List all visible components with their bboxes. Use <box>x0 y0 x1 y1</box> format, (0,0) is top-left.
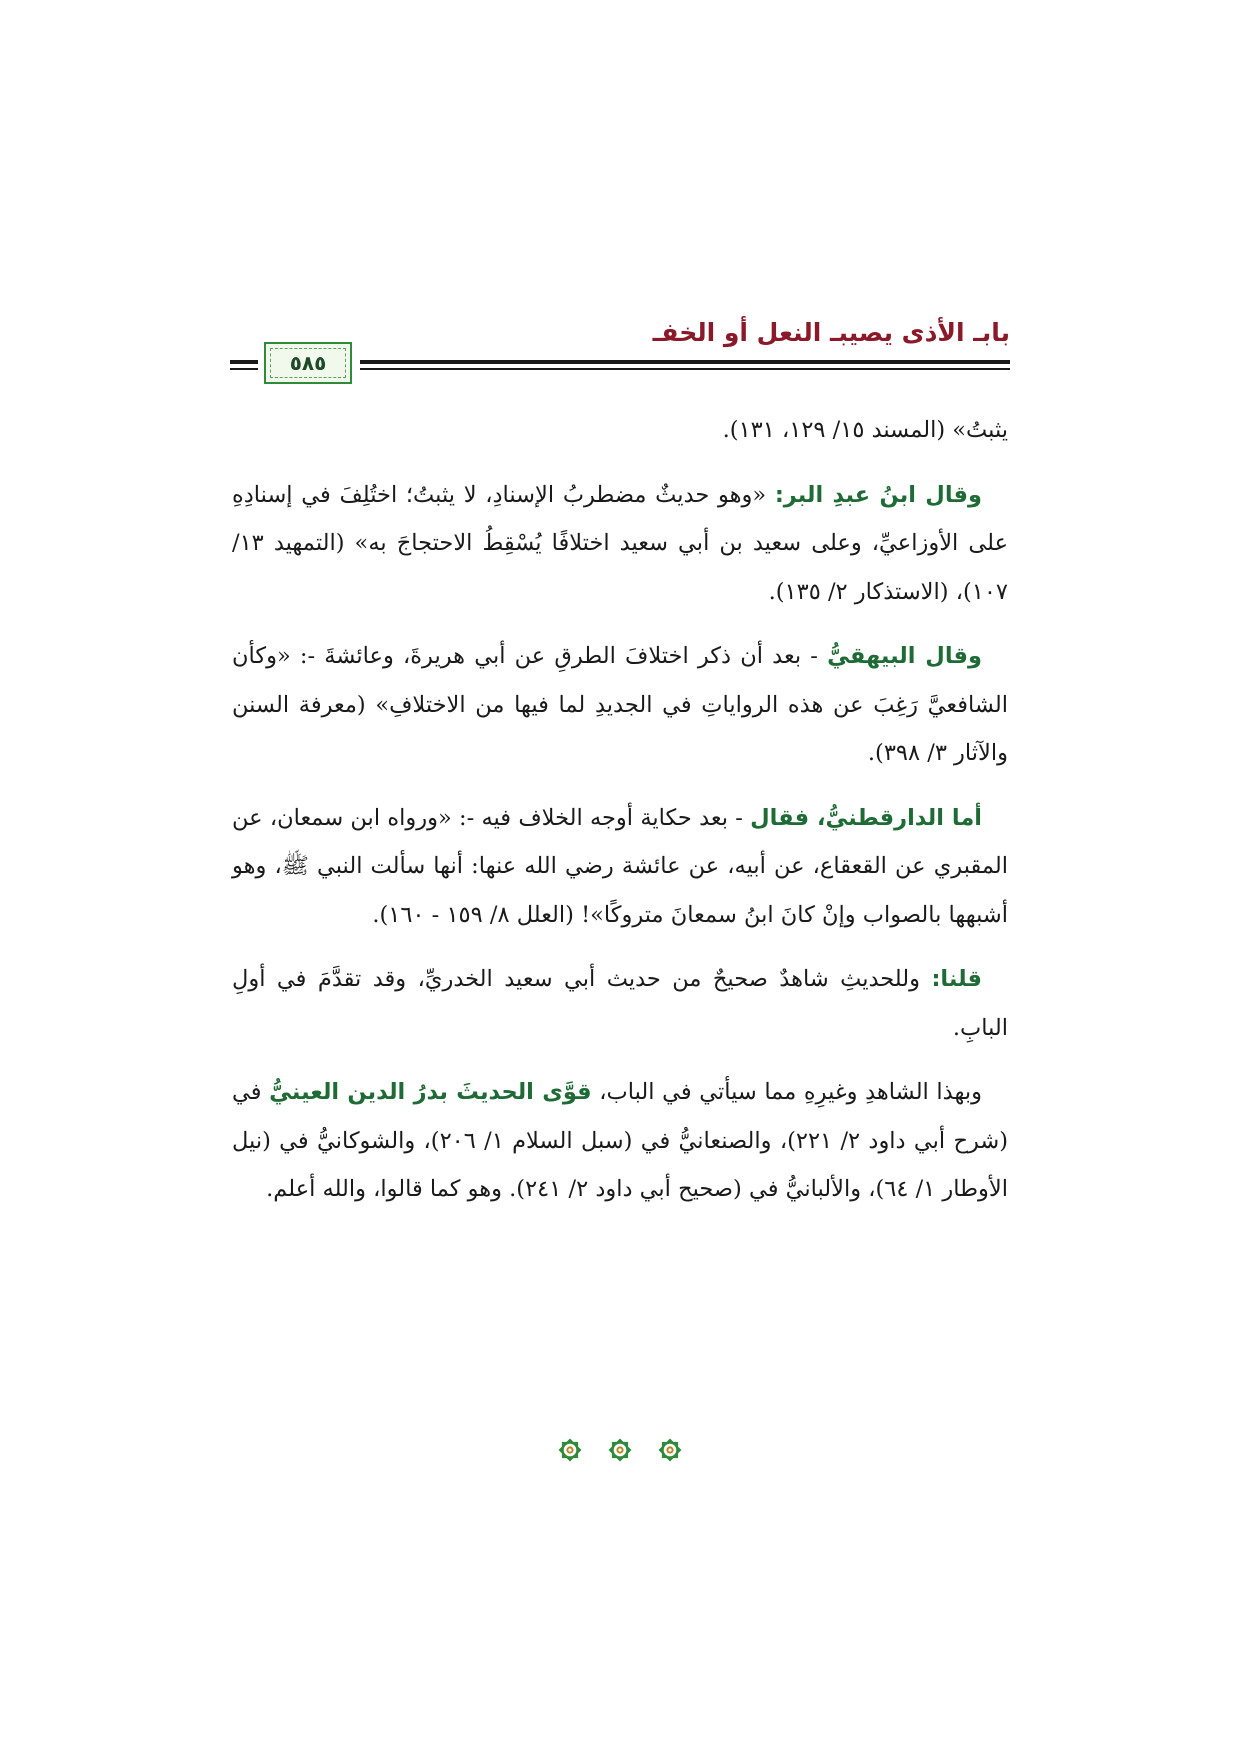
speaker-name: قلنا: <box>931 966 982 992</box>
body-text <box>232 406 1008 1230</box>
floral-ornament-icon <box>552 1432 588 1468</box>
paragraph <box>232 471 1008 617</box>
header-rule-thin <box>360 368 1010 370</box>
paragraph-text: «وهو حديثٌ مضطربُ الإسنادِ، لا يثبتُ؛ اختُلِفَ في إسنادِهِ على الأوزاعيِّ، وعلى سعيد بن أبي سعيد اختلافًا يُسْقِطُ الاحتجاجَ به» (التمهيد ١٣/ ١٠٧)، (الاستذكار ٢/ ١٣٥). <box>232 481 1008 605</box>
paragraph-text: وللحديثِ شاهدٌ صحيحٌ من حديث أبي سعيد الخدريِّ، وقد تقدَّمَ في أولِ البابِ. <box>232 966 1008 1041</box>
speaker-name: أما الدارقطنيُّ، فقال <box>750 804 983 831</box>
page-number-badge <box>264 342 352 384</box>
paragraph-text: في (شرح أبي داود ٢/ ٢٢١)، والصنعانيُّ في (سبل السلام ١/ ٢٠٦)، والشوكانيُّ في (نيل الأوطار ١/ ٦٤)، والألبانيُّ في (صحيح أبي داود ٢/ ٢٤١). وهو كما قالوا، والله أعلم. <box>232 1079 1009 1202</box>
paragraph <box>232 406 1008 455</box>
paragraph-text: وبهذا الشاهدِ وغيرِهِ مما سيأتي في الباب، <box>591 1079 982 1105</box>
page-number: ٥٨٥ <box>289 351 327 375</box>
speaker-name: وقال ابنُ عبدِ البر: <box>774 481 982 508</box>
chapter-title: بابـ الأذى يصيبـ النعل أو الخفـ <box>652 318 1010 347</box>
section-end-ornaments <box>520 1432 720 1476</box>
floral-ornament-icon <box>602 1432 638 1468</box>
paragraph <box>232 1068 1008 1214</box>
header-rule <box>360 360 1010 364</box>
speaker-name: وقال البيهقيُّ <box>827 643 982 669</box>
header-rule-left <box>230 360 258 364</box>
page-header <box>230 318 1010 388</box>
paragraph <box>232 955 1008 1052</box>
paragraph-text: - بعد حكاية أوجه الخلاف فيه -: «ورواه ابن سمعان، عن المقبري عن القعقاع، عن أبيه، عن عائشة رضي الله عنها: أنها سألت النبي ﷺ، وهو أشبهها بالصواب وإنْ كانَ ابنُ سمعانَ متروكًا»! (العلل ٨/ ١٥٩ - ١٦٠). <box>232 804 1008 928</box>
floral-ornament-icon <box>652 1432 688 1468</box>
speaker-name: قوَّى الحديثَ بدرُ الدين العينيُّ <box>269 1079 592 1105</box>
paragraph-text: يثبتُ» (المسند ١٥/ ١٢٩، ١٣١). <box>722 417 1008 443</box>
paragraph <box>232 794 1008 940</box>
paragraph <box>232 632 1008 778</box>
header-rule-left-thin <box>230 368 258 370</box>
paragraph-text: - بعد أن ذكر اختلافَ الطرقِ عن أبي هريرةَ، وعائشةَ -: «وكأن الشافعيَّ رَغِبَ عن هذه الرواياتِ في الجديدِ لما فيها من الاختلافِ» (معرفة السنن والآثار ٣/ ٣٩٨). <box>232 643 1008 766</box>
